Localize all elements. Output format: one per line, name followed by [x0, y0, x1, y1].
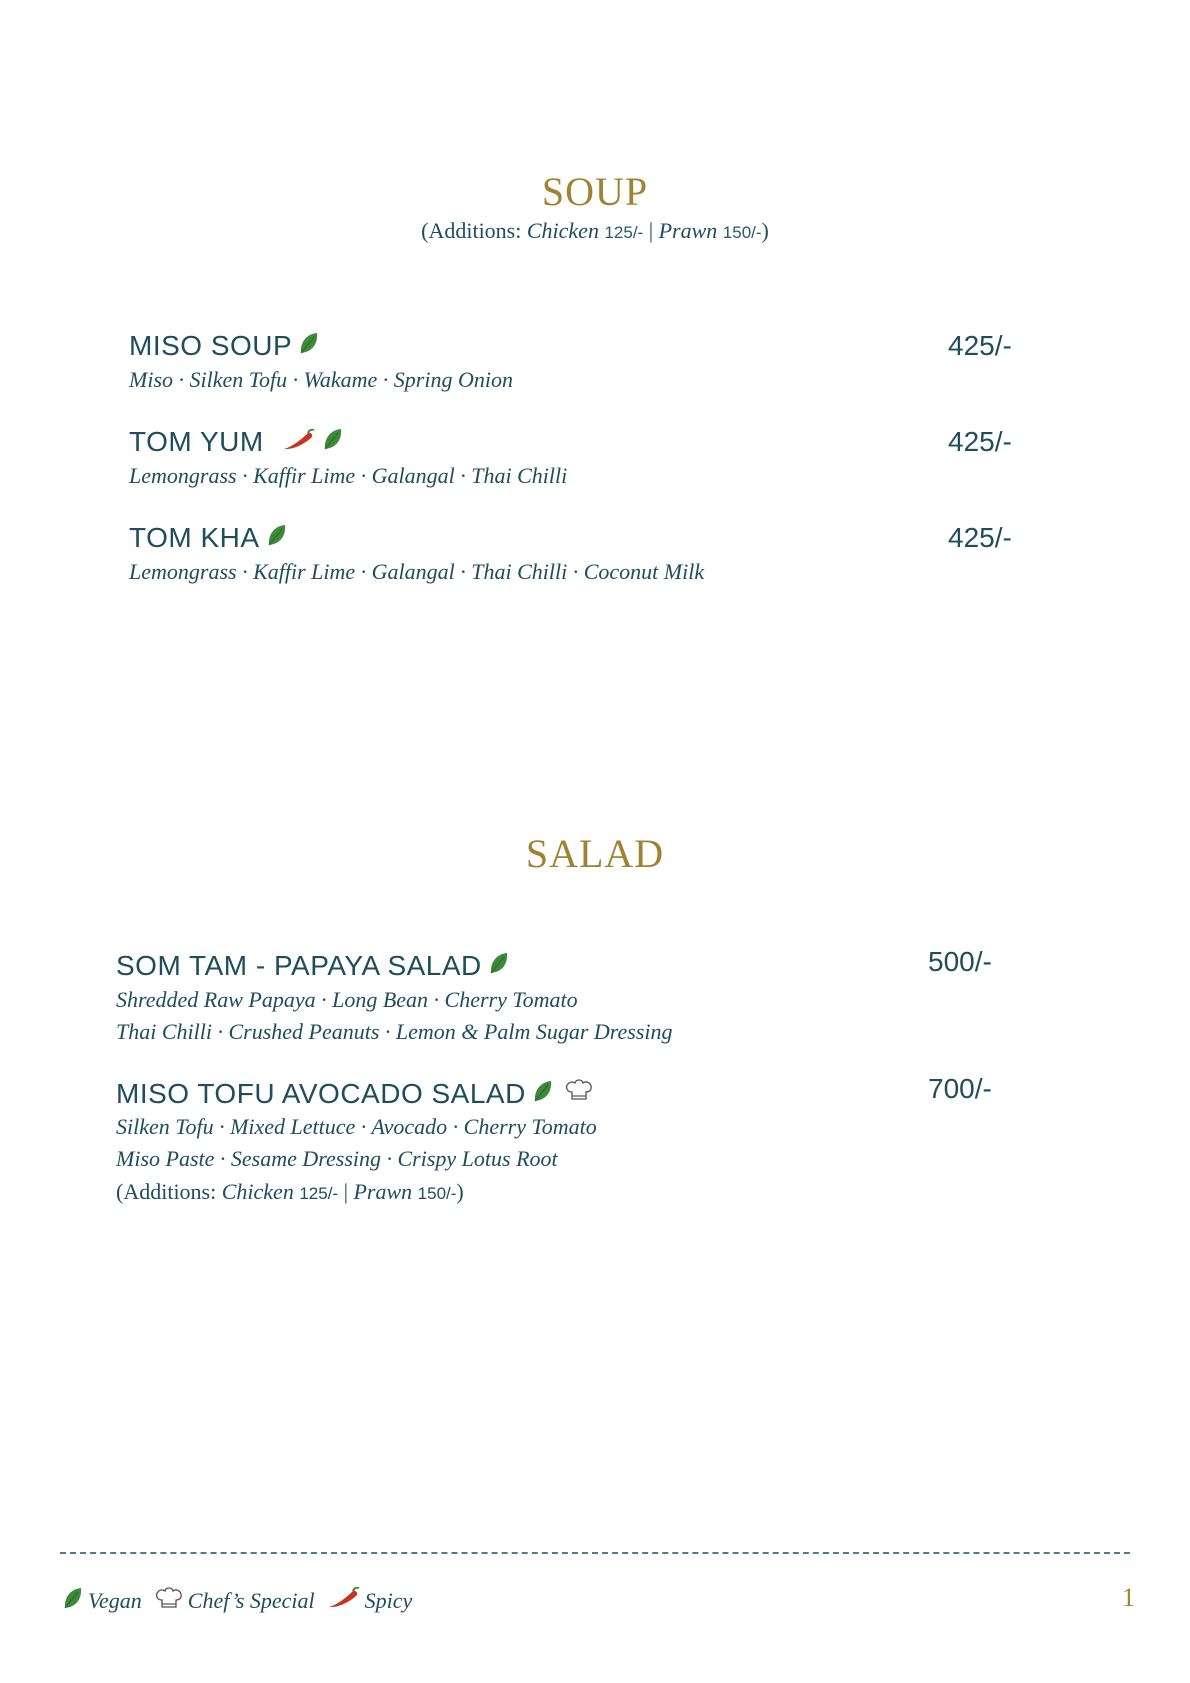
- chef-hat-icon: [564, 1077, 594, 1110]
- menu-item-description: Lemongrass · Kaffir Lime · Galangal · Thai Chilli: [129, 463, 568, 488]
- menu-item-description: Shredded Raw Papaya · Long Bean · Cherry Tomato: [116, 987, 578, 1012]
- menu-item-description: Miso · Silken Tofu · Wakame · Spring Onion: [129, 367, 513, 392]
- menu-item-description: Miso Paste · Sesame Dressing · Crispy Lotus Root: [116, 1146, 558, 1171]
- additions-chicken-label: Chicken: [221, 1179, 294, 1204]
- leaf-icon: [62, 1586, 84, 1616]
- leaf-icon: [322, 426, 344, 458]
- item-name-text: SOM TAM - PAPAYA SALAD: [116, 950, 482, 981]
- menu-item-name: [129, 426, 344, 458]
- additions-prawn-price: 150/-: [417, 1184, 457, 1203]
- additions-open: (Additions:: [116, 1179, 222, 1204]
- menu-item-description: Lemongrass · Kaffir Lime · Galangal · Thai Chilli · Coconut Milk: [129, 559, 705, 584]
- menu-item-name: [116, 950, 510, 982]
- menu-item-price: 700/-: [928, 1073, 992, 1104]
- menu-item-price: 425/-: [948, 330, 1012, 361]
- leaf-icon: [488, 950, 510, 982]
- chilli-icon: [327, 1587, 361, 1615]
- item-name-text: MISO TOFU AVOCADO SALAD: [116, 1077, 526, 1109]
- legend: [62, 1585, 412, 1617]
- additions-prawn-label: Prawn: [658, 218, 718, 243]
- additions-prawn-price: 150/-: [722, 223, 762, 242]
- item-name-text: TOM KHA: [129, 522, 260, 553]
- additions-chicken-price: 125/-: [604, 223, 644, 242]
- legend-spicy-label: Spicy: [364, 1588, 413, 1613]
- menu-item-price: 425/-: [948, 522, 1012, 553]
- menu-item-price: 500/-: [928, 946, 992, 977]
- menu-item-description: Thai Chilli · Crushed Peanuts · Lemon & Palm Sugar Dressing: [116, 1019, 673, 1044]
- salad-title: SALAD: [525, 831, 665, 876]
- additions-separator: |: [338, 1179, 354, 1204]
- leaf-icon: [298, 330, 320, 362]
- additions-chicken-price: 125/-: [299, 1184, 339, 1203]
- menu-item-price: 425/-: [948, 426, 1012, 457]
- item-name-text: MISO SOUP: [129, 330, 293, 361]
- menu-item-name: [129, 522, 288, 554]
- salad-additions: [116, 1179, 464, 1205]
- soup-title: SOUP: [541, 169, 649, 214]
- additions-separator: |: [643, 218, 659, 243]
- additions-close: ): [761, 218, 769, 243]
- menu-item-name: [116, 1077, 594, 1110]
- soup-additions: [0, 218, 1190, 244]
- additions-prawn-label: Prawn: [353, 1179, 413, 1204]
- chilli-icon: [282, 426, 316, 458]
- legend-chef-special-label: Chef’s Special: [187, 1588, 315, 1613]
- menu-item-name: [129, 330, 320, 362]
- footer-divider: [60, 1552, 1130, 1554]
- additions-chicken-label: Chicken: [526, 218, 599, 243]
- additions-close: ): [456, 1179, 464, 1204]
- legend-vegan-label: Vegan: [88, 1588, 142, 1613]
- leaf-icon: [266, 522, 288, 554]
- additions-open: (Additions:: [421, 218, 527, 243]
- chef-hat-icon: [154, 1585, 184, 1617]
- menu-item-description: Silken Tofu · Mixed Lettuce · Avocado · Cherry Tomato: [116, 1114, 597, 1139]
- page-number: 1: [1122, 1583, 1135, 1612]
- item-name-text: TOM YUM: [129, 426, 264, 457]
- leaf-icon: [532, 1078, 554, 1110]
